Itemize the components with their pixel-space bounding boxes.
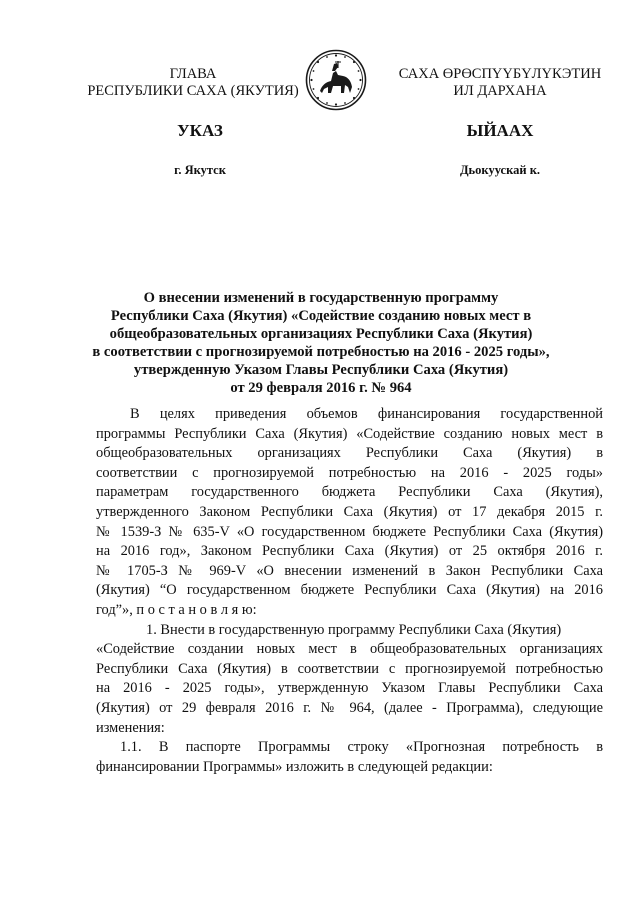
document-type-ru: УКАЗ bbox=[177, 121, 223, 140]
body-line: общеобразовательных организациях Республики Саха (Якутия) в bbox=[96, 445, 603, 462]
body-line: 1.1. В паспорте Программы строку «Прогнозная потребность в bbox=[120, 739, 603, 756]
body-line: № 1539-З № 635-V «О государственном бюджете Республики Саха (Якутия) bbox=[96, 523, 603, 540]
title-line: в соответствии с прогнозируемой потребностью на 2016 - 2025 годы», bbox=[92, 344, 550, 360]
body-line: финансировании Программы» изложить в следующей редакции: bbox=[96, 758, 493, 775]
decree-title bbox=[60, 289, 582, 397]
body-line: утвержденного Законом Республики Саха (Якутия) от 17 декабря 2015 г. bbox=[96, 503, 603, 520]
title-line: от 29 февраля 2016 г. № 964 bbox=[230, 380, 412, 396]
coat-of-arms-emblem-icon bbox=[305, 49, 367, 111]
body-line: Республики Саха (Якутия) в соответствии с прогнозируемой потребностью bbox=[96, 660, 603, 677]
body-line: на 2016 год», Законом Республики Саха (Якутия) от 25 октября 2016 г. bbox=[96, 543, 603, 560]
city-sah: Дьокуускай к. bbox=[459, 163, 541, 177]
issuer-header-ru bbox=[78, 66, 308, 100]
body-line: на 2016 - 2025 годы», утвержденную Указом Главы Республики Саха bbox=[96, 680, 603, 697]
issuer-header-sah bbox=[375, 66, 625, 100]
issuer-title-line: РЕСПУБЛИКИ САХА (ЯКУТИЯ) bbox=[87, 83, 299, 99]
title-line: общеобразовательных организациях Республики Саха (Якутия) bbox=[109, 326, 533, 342]
body-line: В целях приведения объемов финансирования государственной bbox=[130, 406, 603, 422]
body-line: программы Республики Саха (Якутия) «Содействие созданию новых мест в bbox=[96, 425, 603, 442]
document-type-sah: ЫЙААХ bbox=[466, 121, 534, 140]
body-line: 1. Внести в государственную программу Республики Саха (Якутия) bbox=[146, 621, 562, 638]
body-line: соответствии с прогнозируемой потребностью на 2016 - 2025 годы» bbox=[96, 464, 603, 481]
title-line: утвержденную Указом Главы Республики Саха (Якутия) bbox=[133, 362, 509, 378]
title-line: Республики Саха (Якутия) «Содействие созданию новых мест в bbox=[110, 308, 532, 324]
body-line: (Якутия) от 29 февраля 2016 г. № 964, (далее - Программа), следующие bbox=[96, 699, 603, 716]
body-line: (Якутия) “О государственном бюджете Республики Саха (Якутия) на 2016 bbox=[96, 582, 603, 599]
decree-body bbox=[96, 405, 603, 777]
body-line: № 1705-З № 969-V «О внесении изменений в Закон Республики Саха bbox=[96, 562, 603, 579]
body-line: изменения: bbox=[96, 719, 165, 736]
issuer-title-line: ГЛАВА bbox=[169, 66, 217, 82]
issuer-title-line: САХА ӨРӨСПҮҮБҮЛҮКЭТИН bbox=[398, 66, 602, 82]
body-line: год”», п о с т а н о в л я ю: bbox=[96, 601, 257, 618]
title-line: О внесении изменений в государственную программу bbox=[143, 290, 499, 306]
body-line: параметрам государственного бюджета Республики Саха (Якутия), bbox=[96, 484, 603, 501]
issuer-title-line: ИЛ ДАРХАНА bbox=[453, 83, 547, 99]
body-line: «Содействие создании новых мест в общеобразовательных организациях bbox=[96, 641, 603, 658]
city-ru: г. Якутск bbox=[174, 163, 226, 177]
